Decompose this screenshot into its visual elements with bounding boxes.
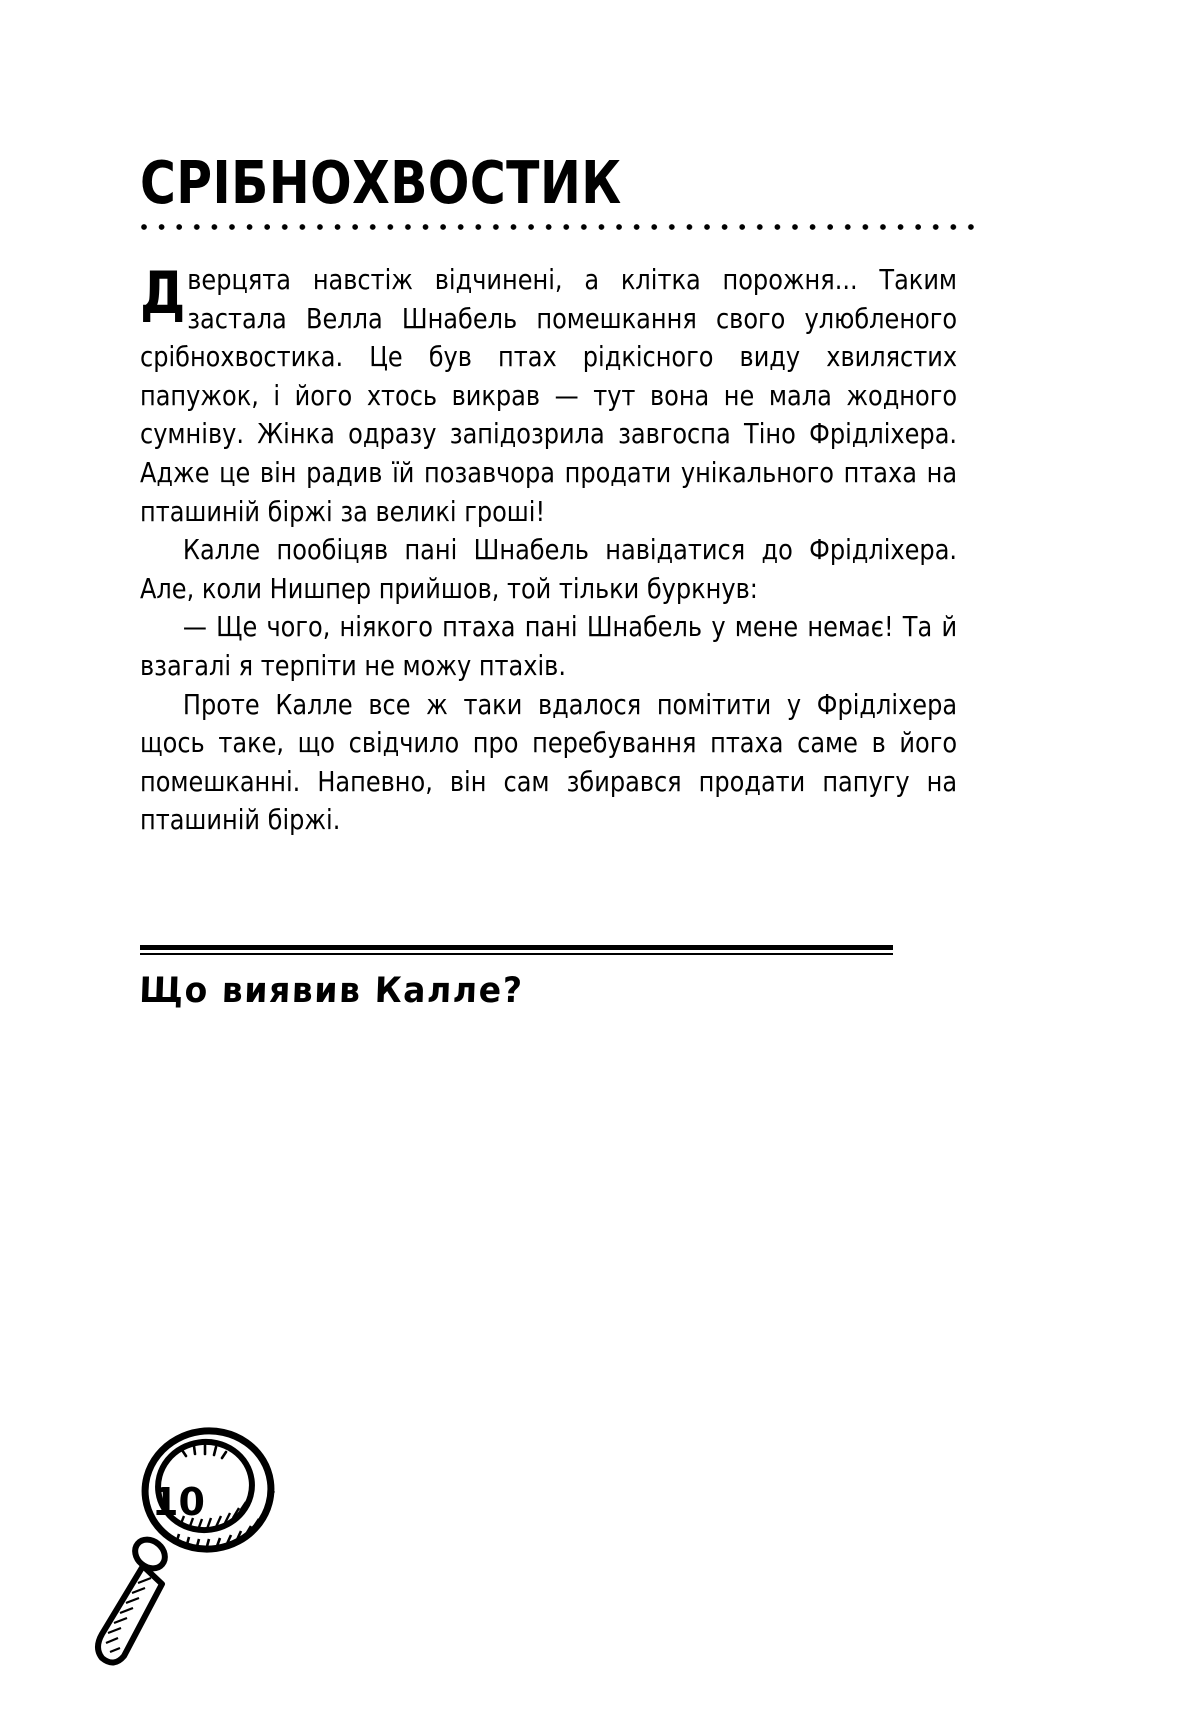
magnifying-glass-icon (88, 1368, 328, 1728)
question-block (138, 945, 893, 1011)
paragraph-1-text: верцята навстіж відчинені, а клітка порожня... Таким застала Велла Шнабель помешкання свого улюбленого срібнохвостика. Це був птах рідкісного виду хвилястих папужок, і його хтось викрав — тут вона не мала жодного сумніву. Жінка одразу запідозрила завгоспа Тіно Фрідліхера. Адже це він радив їй позавчора продати унікального птаха на пташиній біржі за великі гроші! (140, 265, 958, 528)
dotted-divider (140, 222, 980, 232)
divider-thin (140, 953, 893, 955)
title-block (140, 148, 980, 232)
paragraph-4: Проте Калле все ж таки вдалося помітити у Фрідліхера щось таке, що свідчило про перебування птаха саме в його помешканні. Напевно, він сам збирався продати папугу на пташиній біржі. (140, 689, 958, 837)
drop-cap: Д (140, 259, 186, 327)
page-title: СРІБНОХВОСТИК (140, 148, 622, 217)
paragraph-2: Калле пообіцяв пані Шнабель навідатися до Фрідліхера. Але, коли Нишпер прийшов, той тільки буркнув: (140, 535, 958, 605)
paragraph-3: — Ще чого, ніякого птаха пані Шнабель у мене немає! Та й взагалі я терпіти не можу птахів. (140, 612, 958, 682)
divider-thick (140, 945, 893, 950)
story-body (140, 259, 958, 841)
page-number-badge (88, 1368, 328, 1728)
page-number: 10 (152, 1480, 205, 1524)
paragraph-1 (140, 259, 958, 532)
riddle-question: Що виявив Калле? (138, 969, 525, 1011)
